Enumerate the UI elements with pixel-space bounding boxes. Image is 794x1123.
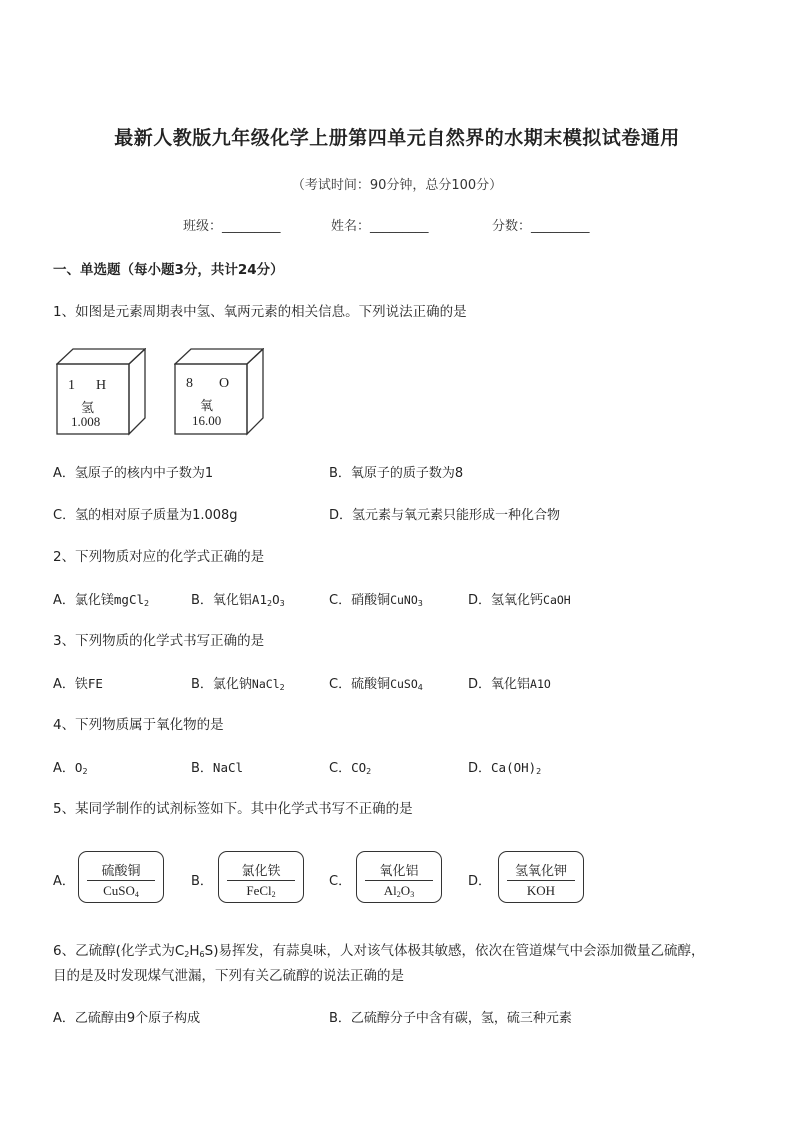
q1-option-d[interactable]: D．氢元素与氧元素只能形成一种化合物 <box>329 508 561 523</box>
class-field[interactable]: 班级：_________ <box>183 219 281 234</box>
question-6-stem-line2: 目的是及时发现煤气泄漏，下列有关乙硫醇的说法正确的是 <box>53 968 404 984</box>
question-1-stem: 1、如图是元素周期表中氢、氧两元素的相关信息。下列说法正确的是 <box>53 304 467 320</box>
option-text: B． <box>191 761 213 776</box>
stem-text: S)易挥发，有蒜臭味，人对该气体极其敏感，依次在管道煤气中会添加微量乙硫醇， <box>204 943 705 959</box>
q2-option-c[interactable] <box>329 589 423 608</box>
q5-option-c-letter[interactable]: C． <box>329 874 352 889</box>
option-text: D．氧化铝 <box>468 677 531 692</box>
q5-option-d-letter[interactable]: D． <box>468 874 492 889</box>
section-heading: 一、单选题（每小题3分，共计24分） <box>53 262 284 278</box>
element-cell-hydrogen <box>56 348 144 434</box>
option-text: D．氢氧化钙 <box>468 593 544 608</box>
formula-text: O <box>400 883 411 898</box>
question-2-stem: 2、下列物质对应的化学式正确的是 <box>53 549 265 565</box>
q4-option-c[interactable] <box>329 757 371 776</box>
option-text: B．氯化钠 <box>191 677 252 692</box>
formula-text: Al <box>383 883 397 898</box>
option-text: A． <box>53 761 75 776</box>
option-formula: O <box>272 592 280 607</box>
q2-option-b[interactable] <box>191 589 285 608</box>
formula-subscript: 2 <box>271 890 276 899</box>
option-formula: CuNO <box>390 593 418 607</box>
q2-option-a[interactable] <box>53 589 149 608</box>
q5-option-c-label[interactable] <box>356 851 442 903</box>
page-title: 最新人教版九年级化学上册第四单元自然界的水期末模拟试卷通用 <box>114 127 680 149</box>
q3-option-b[interactable] <box>191 673 285 692</box>
q5-option-d-label[interactable] <box>498 851 584 903</box>
q2-option-d[interactable] <box>468 589 571 608</box>
element-symbol: O <box>219 376 230 391</box>
score-field[interactable]: 分数：_________ <box>492 219 590 234</box>
formula-subscript: 6 <box>199 950 205 959</box>
formula-subscript: 2 <box>144 599 150 608</box>
formula-subscript: 3 <box>417 599 423 608</box>
question-5-stem: 5、某同学制作的试剂标签如下。其中化学式书写不正确的是 <box>53 801 413 817</box>
q3-option-c[interactable] <box>329 673 423 692</box>
formula-subscript: 4 <box>417 683 423 692</box>
atomic-mass: 16.00 <box>192 413 222 428</box>
reagent-name: 氧化铝 <box>379 864 419 879</box>
option-formula: O <box>74 760 83 775</box>
q5-option-a-label[interactable] <box>78 851 164 903</box>
option-text: C．硫酸铜 <box>329 677 391 692</box>
reagent-formula <box>499 883 583 899</box>
q6-option-a[interactable]: A．乙硫醇由9个原子构成 <box>53 1011 201 1026</box>
q4-option-a[interactable] <box>53 757 88 776</box>
stem-text: 6、乙硫醇(化学式为C <box>53 943 185 959</box>
option-text: A．铁 <box>53 677 88 692</box>
reagent-formula <box>357 883 441 899</box>
formula-subscript: 3 <box>279 599 285 608</box>
atomic-number: 8 <box>186 376 193 391</box>
option-formula: NaCl <box>251 677 280 691</box>
element-cell-oxygen <box>174 348 262 434</box>
formula-subscript: 4 <box>134 890 139 899</box>
option-text: C． <box>329 761 352 776</box>
option-formula: CO <box>351 760 367 775</box>
label-divider <box>227 880 295 881</box>
option-formula: CaOH <box>543 593 571 607</box>
formula-subscript: 2 <box>184 950 190 959</box>
formula-subscript: 3 <box>410 890 415 899</box>
formula-subscript: 2 <box>536 767 542 776</box>
formula-subscript: 2 <box>279 683 285 692</box>
formula-text: CuSO <box>103 883 135 898</box>
option-text: C．硝酸铜 <box>329 593 391 608</box>
label-divider <box>87 880 155 881</box>
reagent-name: 氯化铁 <box>241 864 281 879</box>
q5-option-b-label[interactable] <box>218 851 304 903</box>
reagent-name: 氢氧化钾 <box>514 864 567 879</box>
option-formula: mgCl <box>113 592 145 607</box>
q1-option-c[interactable]: C．氢的相对原子质量为1.008g <box>53 508 238 523</box>
exam-info: （考试时间：90分钟，总分100分） <box>291 178 503 193</box>
label-divider <box>365 880 433 881</box>
atomic-number: 1 <box>68 378 75 393</box>
reagent-formula <box>219 883 303 899</box>
option-formula: A1O <box>530 677 551 691</box>
q1-option-b[interactable]: B．氧原子的质子数为8 <box>329 466 464 481</box>
formula-text: FeCl <box>246 883 272 898</box>
element-name: 氧 <box>200 399 214 414</box>
element-symbol: H <box>96 378 107 393</box>
option-formula: A1 <box>251 592 267 607</box>
formula-text: KOH <box>526 883 556 898</box>
q3-option-d[interactable] <box>468 673 551 692</box>
question-6-stem-line1 <box>53 939 753 959</box>
element-name: 氢 <box>81 401 95 416</box>
option-text: A．氯化镁 <box>53 593 114 608</box>
q4-option-d[interactable] <box>468 757 541 776</box>
stem-text: H <box>189 943 200 959</box>
option-text: D． <box>468 761 492 776</box>
option-formula: CuSO <box>390 677 418 691</box>
formula-subscript: 2 <box>82 767 88 776</box>
q4-option-b[interactable] <box>191 757 243 776</box>
reagent-formula <box>79 883 163 899</box>
question-3-stem: 3、下列物质的化学式书写正确的是 <box>53 633 265 649</box>
formula-subscript: 2 <box>366 767 372 776</box>
label-divider <box>507 880 575 881</box>
q1-option-a[interactable]: A．氢原子的核内中子数为1 <box>53 466 214 481</box>
q5-option-b-letter[interactable]: B． <box>191 874 213 889</box>
formula-subscript: 2 <box>266 599 273 608</box>
option-formula: NaCl <box>212 760 244 775</box>
question-4-stem: 4、下列物质属于氧化物的是 <box>53 717 224 733</box>
option-formula: Ca(OH) <box>491 760 537 775</box>
q6-option-b[interactable]: B．乙硫醇分子中含有碳，氢，硫三种元素 <box>329 1011 572 1026</box>
formula-subscript: 2 <box>396 890 401 899</box>
reagent-name: 硫酸铜 <box>101 864 141 879</box>
q5-option-a-letter[interactable]: A． <box>53 874 75 889</box>
q3-option-a[interactable] <box>53 673 103 692</box>
option-formula: FE <box>87 676 103 691</box>
name-field[interactable]: 姓名：_________ <box>331 219 429 234</box>
atomic-mass: 1.008 <box>71 414 101 429</box>
option-text: B．氧化铝 <box>191 593 252 608</box>
